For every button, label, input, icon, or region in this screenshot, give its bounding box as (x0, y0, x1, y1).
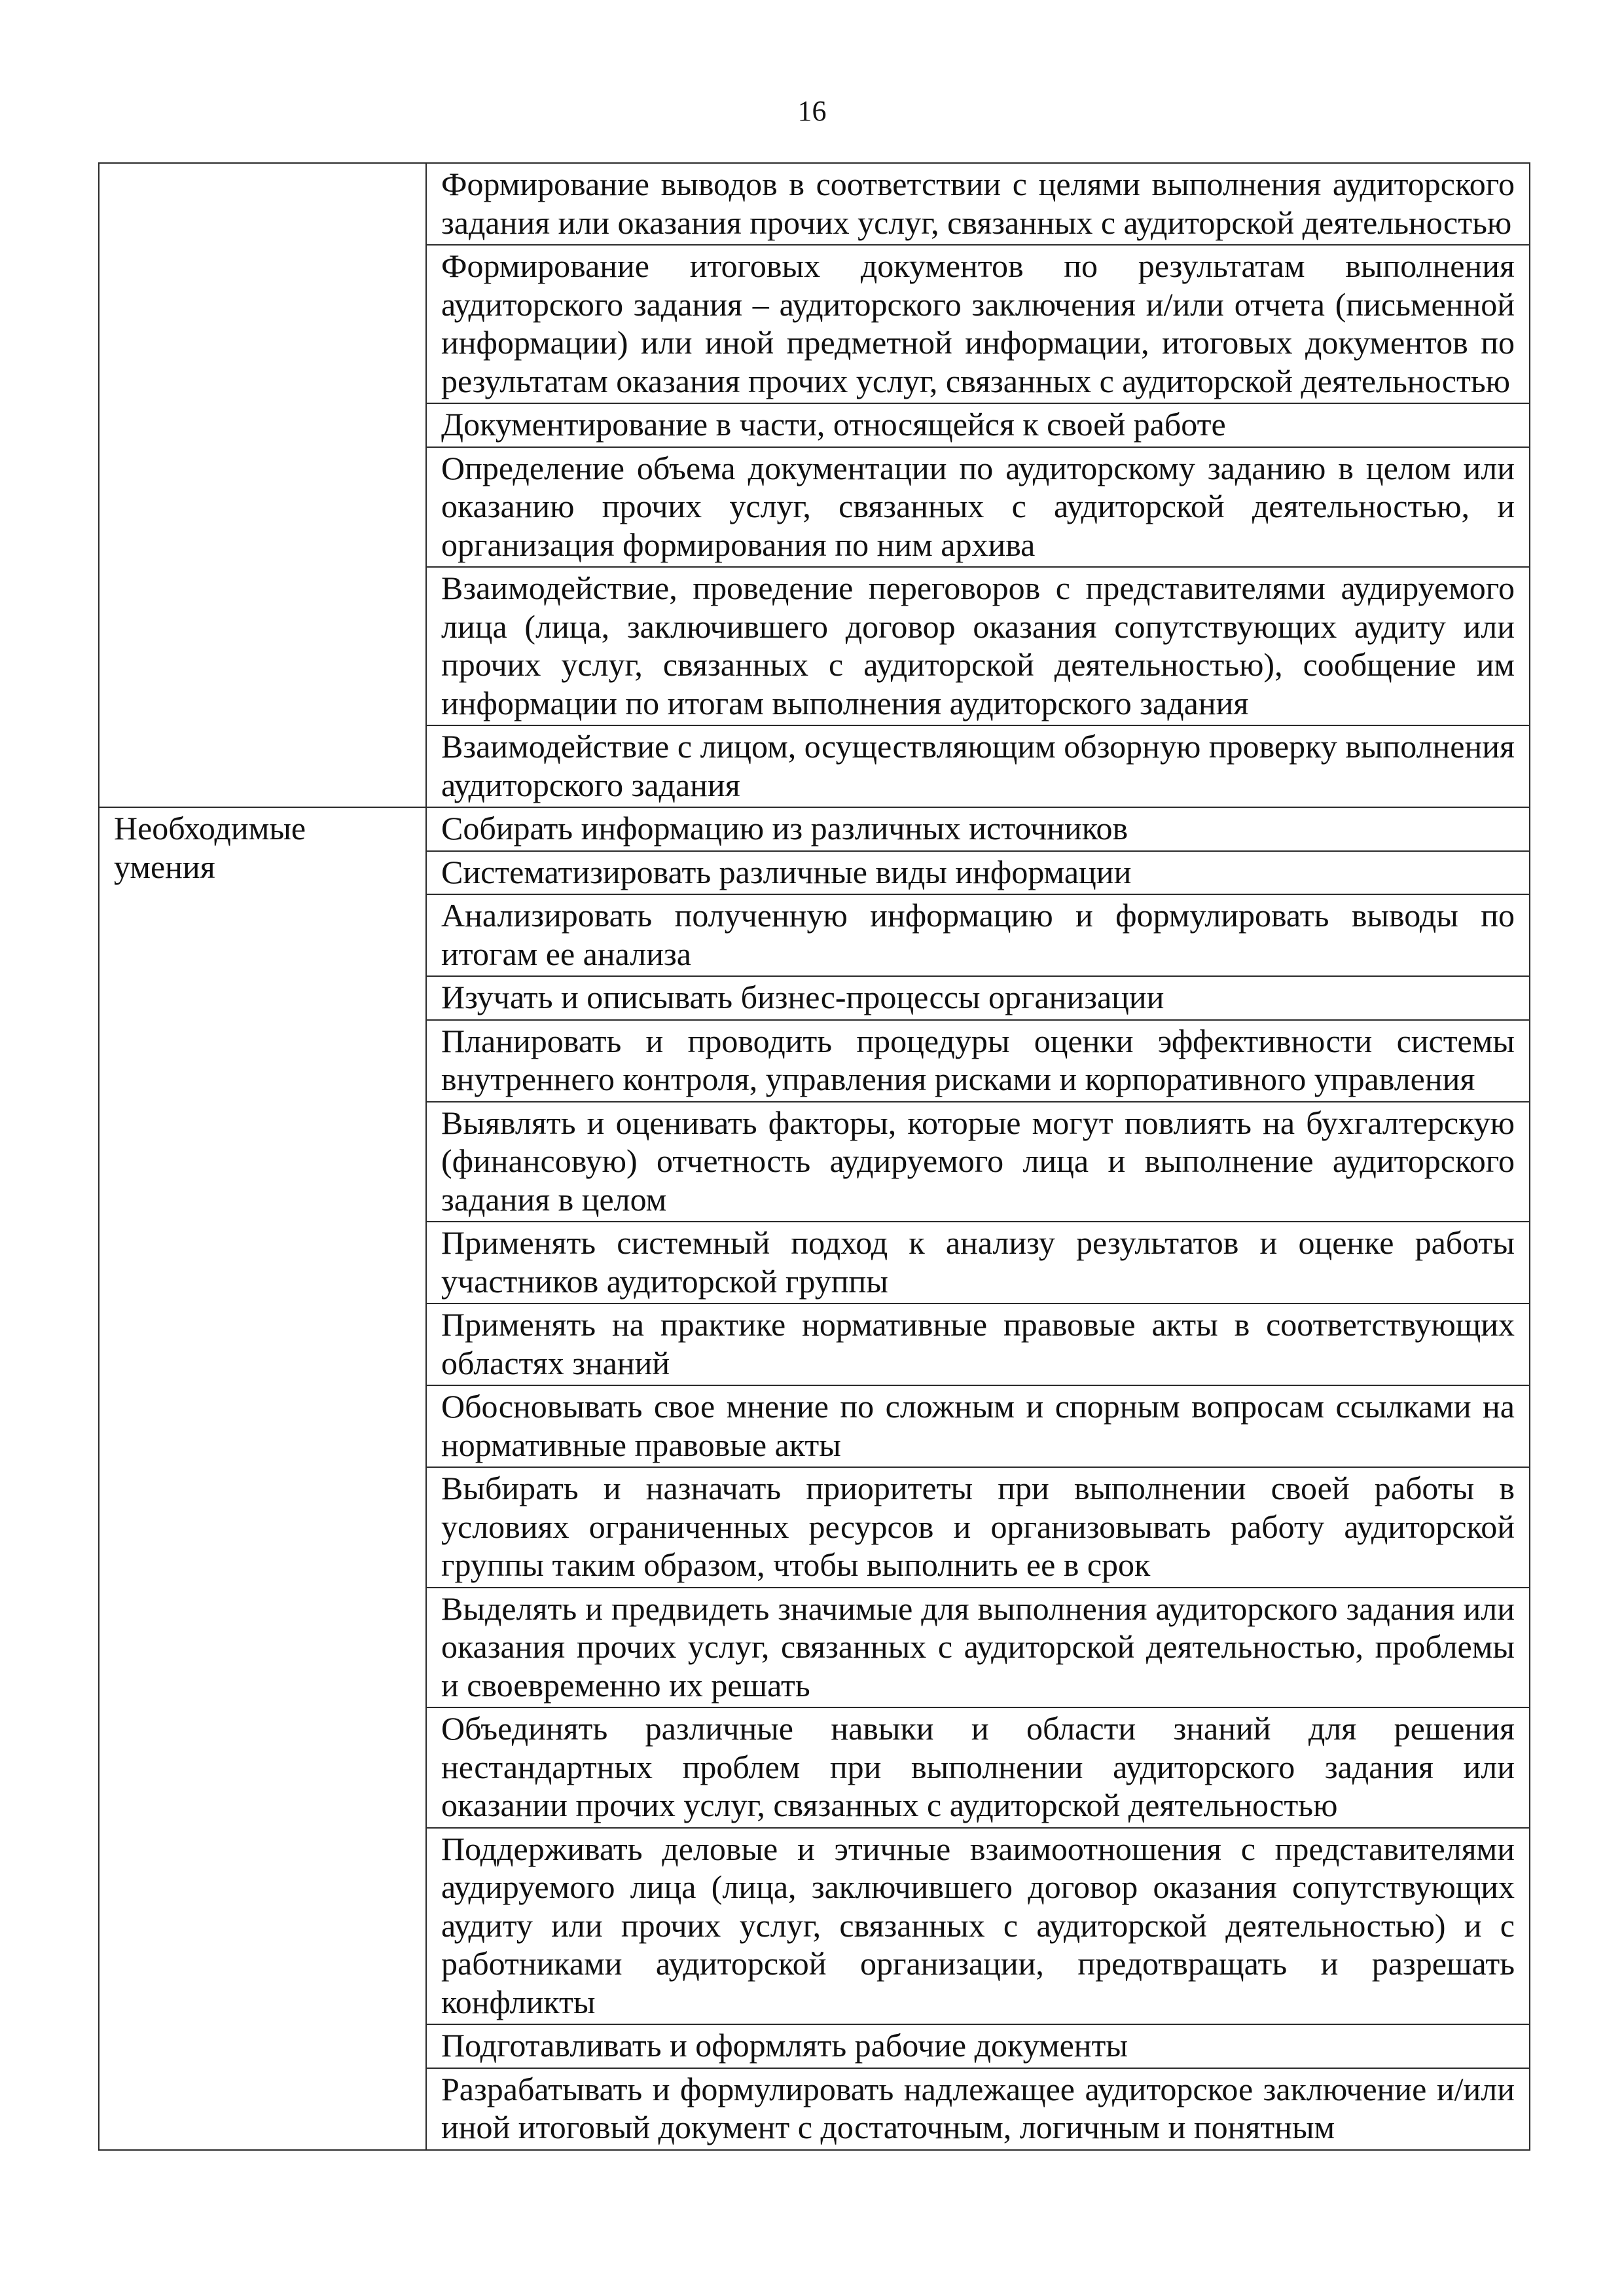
table-cell: Применять на практике нормативные правовые акты в соответствующих областях знаний (426, 1303, 1530, 1385)
table-cell: Взаимодействие с лицом, осуществляющим обзорную проверку выполнения аудиторского задания (426, 725, 1530, 807)
table-cell: Выявлять и оценивать факторы, которые могут повлиять на бухгалтерскую (финансовую) отчетность аудируемого лица и выполнение аудиторского задания в целом (426, 1102, 1530, 1222)
table-row (99, 807, 1530, 851)
page-number: 16 (797, 95, 827, 127)
table-cell: Планировать и проводить процедуры оценки эффективности системы внутреннего контроля, управления рисками и корпоративного управления (426, 1020, 1530, 1102)
table-cell: Подготавливать и оформлять рабочие документы (426, 2024, 1530, 2068)
table-cell: Определение объема документации по аудиторскому заданию в целом или оказанию прочих услуг, связанных с аудиторской деятельностью, и организация формирования по ним архива (426, 447, 1530, 568)
skills-label-cell: Необходимые умения (99, 807, 426, 2150)
table-cell: Применять системный подход к анализу результатов и оценке работы участников аудиторской группы (426, 1222, 1530, 1303)
table-cell: Обосновывать свое мнение по сложным и спорным вопросам ссылками на нормативные правовые акты (426, 1385, 1530, 1467)
table-cell: Разрабатывать и формулировать надлежащее аудиторское заключение и/или иной итоговый документ с достаточным, логичным и понятным (426, 2068, 1530, 2150)
table-cell: Формирование выводов в соответствии с целями выполнения аудиторского задания или оказания прочих услуг, связанных с аудиторской деятельностью (426, 163, 1530, 245)
table-cell: Изучать и описывать бизнес-процессы организации (426, 976, 1530, 1020)
table-cell: Анализировать полученную информацию и формулировать выводы по итогам ее анализа (426, 894, 1530, 976)
competency-table (98, 162, 1530, 2151)
table-cell: Взаимодействие, проведение переговоров с представителями аудируемого лица (лица, заключившего договор оказания сопутствующих аудиту или прочих услуг, связанных с аудиторской деятельностью), сообщение им информации по итогам выполнения аудиторского задания (426, 567, 1530, 725)
table-cell: Собирать информацию из различных источников (426, 807, 1530, 851)
table-cell: Выбирать и назначать приоритеты при выполнении своей работы в условиях ограниченных ресурсов и организовывать работу аудиторской группы таким образом, чтобы выполнить ее в срок (426, 1467, 1530, 1588)
table-row (99, 163, 1530, 245)
table-cell: Выделять и предвидеть значимые для выполнения аудиторского задания или оказания прочих услуг, связанных с аудиторской деятельностью, проблемы и своевременно их решать (426, 1588, 1530, 1708)
table-cell: Систематизировать различные виды информации (426, 851, 1530, 895)
table-cell: Объединять различные навыки и области знаний для решения нестандартных проблем при выполнении аудиторского задания или оказании прочих услуг, связанных с аудиторской деятельностью (426, 1707, 1530, 1828)
table-cell: Поддерживать деловые и этичные взаимоотношения с представителями аудируемого лица (лица, заключившего договор оказания сопутствующих аудиту или прочих услуг, связанных с аудиторской деятельностью) и с работниками аудиторской организации, предотвращать и разрешать конфликты (426, 1828, 1530, 2025)
table-cell: Формирование итоговых документов по результатам выполнения аудиторского задания – аудиторского заключения и/или отчета (письменной информации) или иной предметной информации, итоговых документов по результатам оказания прочих услуг, связанных с аудиторской деятельностью (426, 245, 1530, 403)
labor-actions-label-cell-continued (99, 163, 426, 807)
table-cell: Документирование в части, относящейся к своей работе (426, 403, 1530, 447)
